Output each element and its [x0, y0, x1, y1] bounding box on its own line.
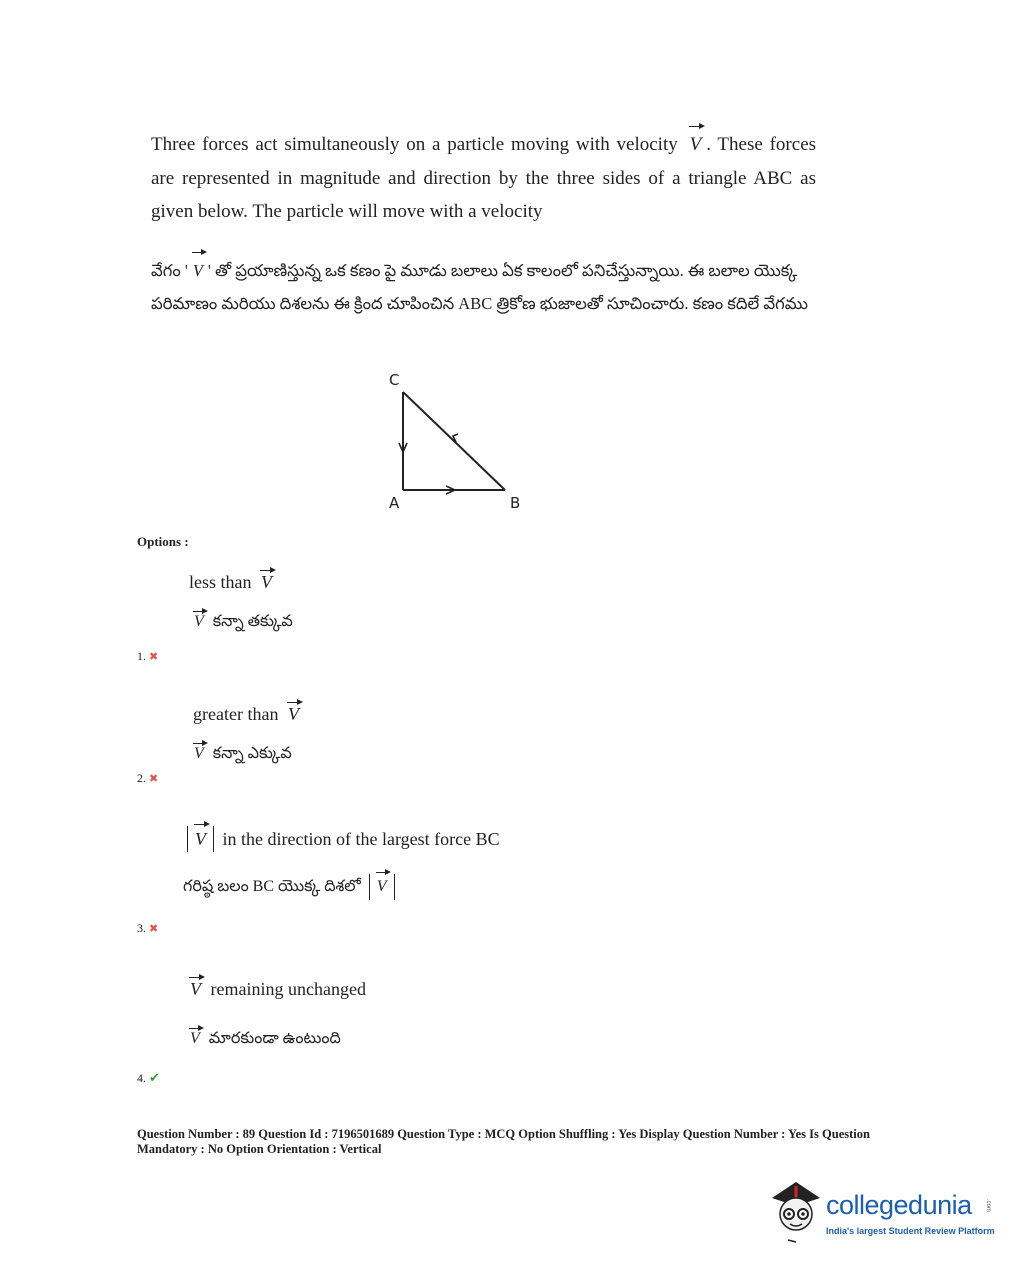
- wrong-mark-icon: ✖: [149, 651, 159, 663]
- logo-suffix: .com: [985, 1199, 991, 1213]
- question-text-english: [151, 128, 816, 229]
- option-4-telugu: V మారకుండా ఉంటుంది: [190, 1030, 341, 1047]
- option-1-english: less than V: [189, 572, 272, 592]
- velocity-vector-symbol: V: [688, 128, 704, 162]
- question-en-part1: Three forces act simultaneously on a particle moving with velocity: [151, 134, 678, 155]
- logo-wordmark: collegedunia: [826, 1190, 972, 1220]
- metadata-line-2: Mandatory : No Option Orientation : Vertical: [137, 1142, 382, 1156]
- logo-tagline: India's largest Student Review Platform: [826, 1226, 995, 1236]
- label-b: B: [510, 494, 521, 512]
- option-4-number[interactable]: 4. ✔: [137, 1070, 160, 1085]
- wrong-mark-icon: ✖: [149, 773, 159, 785]
- options-heading: Options :: [137, 534, 189, 549]
- option-2-telugu: V కన్నా ఎక్కువ: [194, 745, 292, 762]
- option-2-english: greater than V: [193, 704, 299, 724]
- question-te-part2: ' తో ప్రయాణిస్తున్న ఒక కణం పై మూడు బలాలు ఏక కాలంలో పనిచేస్తున్నాయి. ఈ బలాల యొక్క పరిమాణం మరియు దిశలను ఈ క్రింద చూపించిన ABC త్రికోణ భుజాలతో సూచించారు. కణం కదిలే వేగము: [151, 261, 808, 313]
- question-text-telugu: [151, 254, 816, 320]
- velocity-vector-symbol-te: V: [191, 254, 205, 287]
- question-metadata: [137, 1127, 917, 1157]
- question-te-part1: వేగం ': [151, 261, 188, 280]
- triangle-diagram: [380, 368, 530, 518]
- wrong-mark-icon: ✖: [149, 923, 159, 935]
- option-4-english: V remaining unchanged: [190, 979, 366, 999]
- option-3-english: V in the direction of the largest force BC: [183, 826, 500, 852]
- option-1-telugu: V కన్నా తక్కువ: [194, 613, 293, 630]
- option-1-number[interactable]: 1. ✖: [137, 649, 159, 663]
- metadata-line-1: Question Number : 89 Question Id : 7196501689 Question Type : MCQ Option Shuffling : Yes Display Question Number : Yes Is Question: [137, 1127, 870, 1141]
- question-en-part2: . These forces are represented in magnitude and direction by the three sides of a triangle ABC as given below. The particle will move with a velocity: [151, 134, 817, 222]
- option-2-number[interactable]: 2. ✖: [137, 771, 159, 785]
- side-bc: [403, 392, 505, 490]
- option-3-number[interactable]: 3. ✖: [137, 921, 159, 935]
- correct-mark-icon: ✔: [149, 1070, 160, 1085]
- option-3-telugu: గరిష్ఠ బలం BC యొక్క దిశలో V: [183, 874, 399, 900]
- collegedunia-logo: [766, 1176, 996, 1246]
- mascot-icon: [766, 1176, 826, 1246]
- label-c: C: [389, 371, 400, 389]
- label-a: A: [389, 494, 400, 512]
